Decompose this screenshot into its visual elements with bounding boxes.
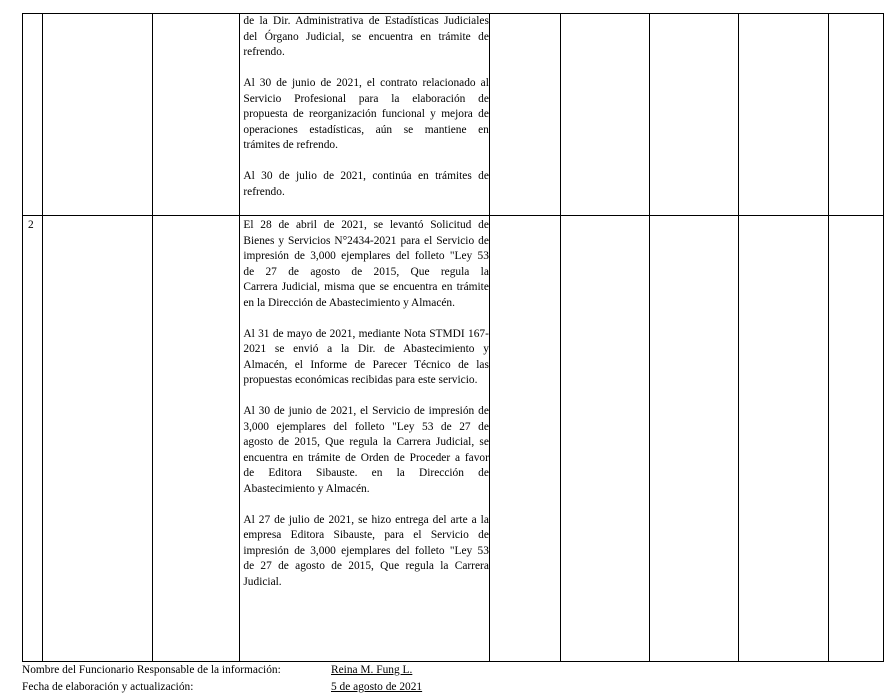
empty-cell	[152, 216, 240, 662]
description-line: del Órgano Judicial, se encuentra en trámite de	[243, 30, 489, 43]
empty-cell	[560, 14, 649, 216]
description-line: refrendo.	[243, 185, 285, 198]
date-label: Fecha de elaboración y actualización:	[22, 681, 194, 693]
description-line: en la Dirección de Abastecimiento y Almacén.	[243, 296, 455, 309]
description-line: Carrera Judicial, misma que se encuentra en trámite	[243, 281, 489, 293]
description-line: El 28 de abril de 2021, se levantó Solicitud de	[243, 219, 489, 231]
description-line: operaciones estadísticas, aún se mantiene en	[243, 123, 489, 136]
description-line: Al 30 de junio de 2021, el contrato relacionado al	[243, 77, 489, 89]
empty-cell	[43, 216, 152, 662]
empty-cell	[828, 216, 883, 662]
empty-cell	[649, 14, 739, 216]
description-line: de la Dir. Administrativa de Estadísticas Judiciales	[243, 15, 489, 27]
empty-cell	[739, 216, 829, 662]
description-line: propuestas económicas recibidas para este servicio.	[243, 374, 478, 386]
table-row	[23, 216, 884, 662]
description-line: de 27 de agosto de 2015, Que regula la Carrera	[243, 560, 489, 572]
description-line: Almacén, el Informe de Parecer Técnico de las	[243, 358, 489, 371]
description-line: Bienes y Servicios N°2434-2021 para el Servicio de	[243, 234, 489, 247]
row-number	[23, 14, 42, 17]
description-line: impresión de 3,000 ejemplares del folleto "Ley 53	[243, 544, 489, 557]
update-date: 5 de agosto de 2021	[331, 681, 423, 693]
empty-cell	[739, 14, 829, 216]
description-line: de 27 de agosto de 2015, Que regula la	[243, 265, 489, 278]
description-line: refrendo.	[243, 46, 285, 58]
row-number: 2	[28, 219, 34, 231]
description-line: impresión de 3,000 ejemplares del folleto "Ley 53	[243, 250, 489, 262]
description-line: agosto de 2015, Que regula la Carrera Judicial, se	[243, 436, 489, 448]
description-line: Servicio Profesional para la elaboración de	[243, 92, 489, 105]
row-number-cell	[23, 216, 43, 662]
report-table	[22, 13, 884, 662]
responsible-label: Nombre del Funcionario Responsable de la información:	[22, 664, 281, 676]
empty-cell	[828, 14, 883, 216]
empty-cell	[152, 14, 240, 216]
description-line: Al 31 de mayo de 2021, mediante Nota STMDI 167-	[243, 327, 489, 340]
description-text	[240, 14, 489, 200]
row-number-cell	[23, 14, 43, 216]
empty-cell	[489, 216, 560, 662]
description-line: 2021 se envió a la Dir. de Abastecimiento y	[243, 343, 489, 355]
empty-cell	[560, 216, 649, 662]
description-line: Al 30 de junio de 2021, el Servicio de impresión de	[243, 405, 489, 417]
empty-cell	[489, 14, 560, 216]
empty-cell	[43, 14, 152, 216]
description-line: Judicial.	[243, 575, 282, 588]
description-cell	[240, 216, 490, 662]
description-line: Al 30 de julio de 2021, continúa en trámites de	[243, 170, 489, 182]
description-cell	[240, 14, 490, 216]
description-line: de Editora Sibauste. en la Dirección de	[243, 467, 489, 479]
description-line: empresa Editora Sibauste, para el Servicio de	[243, 529, 489, 541]
description-line: Abastecimiento y Almacén.	[243, 482, 370, 495]
description-line: 3,000 ejemplares del folleto "Ley 53 de 27 de	[243, 420, 489, 433]
responsible-name: Reina M. Fung L.	[331, 664, 413, 676]
description-line: encuentra en trámite de Orden de Proceder a favor	[243, 451, 489, 464]
description-line: propuesta de reorganización funcional y mejora de	[243, 108, 489, 120]
description-line: trámites de refrendo.	[243, 139, 338, 151]
description-text	[240, 216, 489, 590]
description-line: Al 27 de julio de 2021, se hizo entrega del arte a la	[243, 513, 489, 526]
empty-cell	[649, 216, 739, 662]
table-row	[23, 14, 884, 216]
